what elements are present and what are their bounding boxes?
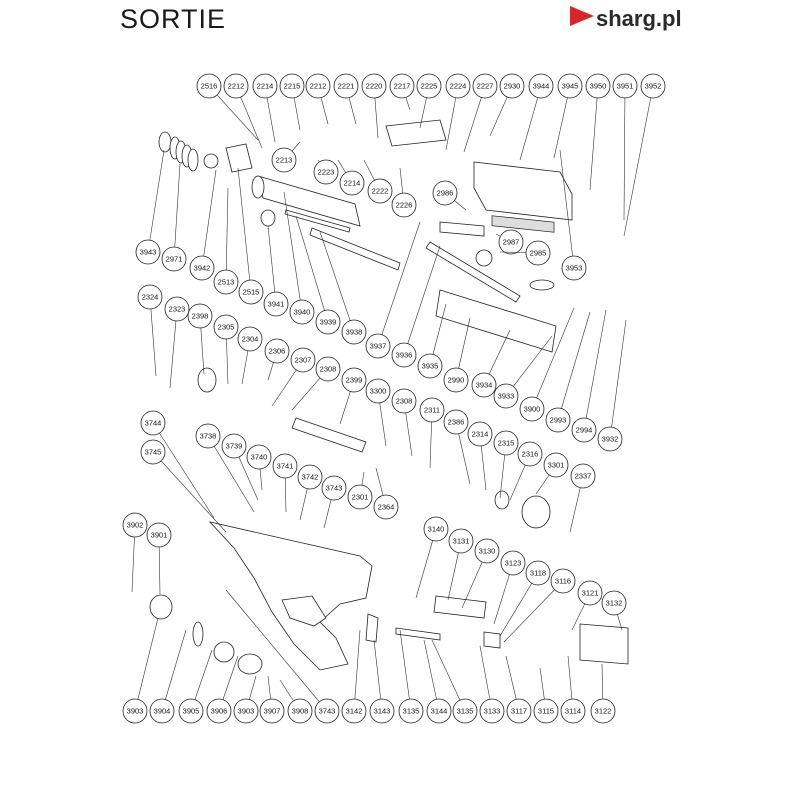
part-number: 3953: [565, 263, 583, 273]
ratchet-gear: [214, 642, 234, 662]
callout-3741: [273, 454, 297, 512]
leader-line: [558, 312, 590, 420]
part-number: 2223: [317, 167, 335, 177]
part-number: 2212: [227, 81, 245, 91]
leader-line: [148, 150, 164, 252]
part-number: 2311: [423, 405, 441, 415]
callout-3943: [136, 150, 164, 264]
part-number: 3116: [554, 576, 572, 586]
part-number: 2307: [294, 355, 312, 365]
part-number: 3943: [139, 247, 157, 257]
part-number: 2315: [497, 438, 515, 448]
part-number: 3941: [267, 299, 285, 309]
part-number: 3300: [369, 386, 387, 396]
callout-3135: [399, 630, 423, 723]
part-number: 3908: [291, 706, 309, 716]
trigger-plate: [434, 596, 486, 618]
part-number: 2398: [191, 311, 209, 321]
part-number: 2993: [549, 415, 567, 425]
part-number: 2301: [351, 492, 369, 502]
end-cap: [522, 496, 550, 528]
part-number: 2930: [503, 81, 521, 91]
rear-sight: [386, 120, 446, 146]
part-number: 3945: [561, 81, 579, 91]
part-number: 2224: [449, 81, 467, 91]
part-number: 2227: [476, 81, 494, 91]
part-number: 3140: [427, 524, 445, 534]
part-number: 3944: [532, 81, 550, 91]
part-number: 3940: [293, 307, 311, 317]
leader-line: [238, 168, 251, 292]
part-number: 2324: [141, 292, 159, 302]
callout-2226: [392, 168, 416, 217]
leader-line: [624, 86, 653, 236]
pin-rod: [530, 280, 554, 290]
callout-3906: [207, 656, 238, 723]
callout-2311: [420, 398, 444, 468]
part-number: 3934: [475, 380, 493, 390]
callout-2398: [188, 304, 212, 374]
part-number: 3903: [237, 706, 255, 716]
callout-2304: [238, 327, 262, 384]
part-number: 2513: [217, 277, 235, 287]
part-number: 2985: [529, 248, 547, 258]
part-number: 3743: [318, 706, 336, 716]
wheel-knob: [150, 595, 172, 619]
part-number: 3742: [301, 472, 319, 482]
part-number: 2971: [165, 254, 183, 264]
barrel-rod: [310, 228, 400, 270]
callout-2994: [572, 310, 606, 442]
callout-3123: [494, 551, 525, 624]
callout-2305: [214, 315, 238, 384]
part-number: 3950: [589, 81, 607, 91]
callout-2221: [334, 74, 358, 124]
part-number: 3743: [325, 483, 343, 493]
part-number: 3942: [193, 263, 211, 273]
part-number: 3131: [452, 536, 470, 546]
part-number: 3905: [182, 706, 200, 716]
callout-3742: [298, 465, 322, 520]
receiver-rail: [492, 216, 554, 233]
lever-plate: [440, 222, 484, 236]
disc: [238, 654, 262, 674]
callout-2323: [165, 297, 189, 388]
leader-line: [584, 310, 606, 430]
callout-2220: [362, 74, 386, 138]
callout-3745: [141, 440, 226, 532]
leader-line: [624, 86, 625, 220]
part-number: 3939: [319, 317, 337, 327]
callout-3907: [260, 676, 284, 723]
part-number: 3744: [144, 418, 162, 428]
part-number: 2323: [168, 304, 186, 314]
callout-2224: [446, 74, 470, 150]
callout-2214: [338, 160, 364, 195]
o-ring: [495, 491, 509, 509]
leader-line: [226, 188, 228, 282]
part-number: 3935: [421, 361, 439, 371]
cylinder-plug: [261, 210, 275, 226]
part-number: 3123: [504, 558, 522, 568]
part-number: 3122: [594, 706, 612, 716]
part-number: 3135: [456, 706, 474, 716]
callout-3142: [342, 630, 366, 723]
part-number: 2337: [574, 471, 592, 481]
part-number: 2305: [217, 322, 235, 332]
leader-line: [174, 164, 180, 259]
cylinder-rod: [292, 418, 366, 452]
callout-3114: [561, 656, 585, 723]
muzzle-cap: [198, 368, 216, 392]
part-number: 2986: [436, 188, 454, 198]
part-number: 2214: [256, 81, 274, 91]
callout-3903: [234, 676, 258, 723]
part-number: 2364: [377, 502, 395, 512]
part-number: 3932: [601, 434, 619, 444]
callout-3738: [196, 424, 254, 512]
callout-3300: [366, 379, 390, 446]
part-number: 3117: [510, 706, 528, 716]
part-number: 3904: [153, 706, 171, 716]
callout-3131: [448, 529, 473, 600]
callout-3951: [613, 74, 637, 220]
callout-3743: [322, 476, 346, 528]
callout-2222: [364, 160, 392, 203]
part-number: 3938: [345, 327, 363, 337]
leader-line: [284, 192, 302, 312]
part-number: 2306: [268, 346, 286, 356]
grip-frame: [210, 522, 372, 670]
callout-3117: [506, 656, 531, 723]
part-number: 2217: [393, 81, 411, 91]
part-number: 2213: [275, 155, 293, 165]
part-number: 3142: [345, 706, 363, 716]
callout-2971: [162, 164, 186, 271]
callout-2337: [570, 464, 595, 532]
callout-2324: [138, 285, 162, 376]
callout-3140: [416, 517, 448, 598]
part-number: 3951: [616, 81, 634, 91]
callout-3122: [591, 664, 615, 723]
trigger-housing: [580, 624, 628, 664]
callout-3901: [147, 523, 171, 594]
callout-3121: [572, 581, 602, 630]
part-number: 3738: [199, 431, 217, 441]
part-number: 3936: [395, 350, 413, 360]
diagram-title: SORTIE: [120, 4, 227, 34]
part-number: 3903: [126, 706, 144, 716]
callout-2315: [494, 431, 518, 498]
callout-2223: [314, 160, 338, 184]
part-number: 2226: [395, 200, 413, 210]
part-number: 2220: [365, 81, 383, 91]
part-number: 2214: [343, 178, 361, 188]
part-number: 3906: [210, 706, 228, 716]
callout-3133: [480, 646, 504, 723]
part-number: 2308: [395, 396, 413, 406]
callout-2987: [496, 230, 523, 254]
callout-3950: [586, 74, 610, 190]
part-number: 3745: [144, 447, 162, 457]
valve-body: [226, 144, 252, 172]
part-number: 3132: [605, 598, 623, 608]
callout-2214: [253, 74, 277, 142]
part-number: 3902: [126, 520, 144, 530]
part-number: 2215: [283, 81, 301, 91]
part-number: 2304: [241, 334, 259, 344]
part-number: 3900: [523, 404, 541, 414]
callout-2301: [348, 472, 372, 509]
part-number: 2221: [337, 81, 355, 91]
callout-3942: [190, 170, 216, 280]
callout-2513: [214, 188, 238, 294]
callout-3952: [624, 74, 665, 236]
callout-3908: [280, 680, 312, 723]
leader-line: [202, 170, 216, 268]
part-number: 3933: [497, 391, 515, 401]
callout-2314: [468, 422, 492, 490]
part-number: 2222: [371, 186, 389, 196]
part-number: 2316: [521, 449, 539, 459]
trigger-rod: [396, 628, 440, 640]
part-number: 2994: [575, 425, 593, 435]
part-number: 3118: [529, 568, 547, 578]
leader-line: [404, 246, 440, 355]
part-number: 3901: [150, 530, 168, 540]
part-number: 3740: [250, 452, 268, 462]
part-number: 2516: [200, 81, 218, 91]
part-number: 2314: [471, 429, 489, 439]
callout-2212: [306, 74, 330, 124]
part-number: 3952: [644, 81, 662, 91]
part-number: 3739: [225, 441, 243, 451]
callout-3941: [264, 226, 288, 316]
part-number: 3115: [537, 706, 555, 716]
part-number: 2308: [319, 364, 337, 374]
callout-3945: [554, 74, 582, 158]
part-number: 3130: [478, 546, 496, 556]
leader-line: [378, 222, 420, 346]
callout-2217: [390, 74, 414, 110]
coil-spring: [193, 622, 203, 646]
callout-2306: [265, 339, 289, 380]
sear-block: [484, 632, 500, 648]
leader-line: [590, 86, 598, 190]
callout-2364: [374, 468, 398, 519]
part-number: 3114: [564, 706, 582, 716]
callout-2213: [272, 142, 300, 172]
trigger-blade: [366, 614, 378, 642]
leader-line: [610, 320, 626, 439]
leader-line: [135, 618, 158, 711]
gear: [476, 250, 492, 266]
part-number: 2987: [502, 237, 520, 247]
callout-3902: [123, 513, 147, 592]
logo-text: sharg.pl: [596, 6, 682, 31]
callout-2990: [444, 318, 470, 392]
callout-2399: [340, 368, 366, 424]
part-number: 3133: [483, 706, 501, 716]
leader-line: [153, 452, 226, 532]
upper-receiver: [474, 162, 572, 220]
part-number: 3907: [263, 706, 281, 716]
main-spring: [159, 132, 218, 171]
leader-line: [504, 581, 563, 642]
callout-3132: [602, 591, 626, 630]
part-number: 2212: [309, 81, 327, 91]
callout-3143: [370, 640, 394, 723]
part-number: 3135: [402, 706, 420, 716]
part-number: 3741: [276, 461, 294, 471]
part-number: 3121: [581, 588, 599, 598]
part-number: 2515: [242, 287, 260, 297]
part-number: 2990: [447, 375, 465, 385]
callout-2986: [433, 181, 466, 210]
part-number: 3144: [430, 706, 448, 716]
callout-3932: [598, 320, 626, 451]
callout-2308: [392, 389, 416, 456]
leader-line: [162, 630, 186, 711]
slide-plate: [436, 290, 556, 352]
callout-2386: [444, 410, 470, 484]
part-number: 3301: [547, 460, 565, 470]
part-number: 3937: [369, 341, 387, 351]
part-number: 2399: [345, 375, 363, 385]
tube-end: [252, 176, 264, 198]
part-number: 2225: [420, 81, 438, 91]
part-number: 2386: [447, 417, 465, 427]
callout-3115: [534, 668, 558, 723]
callout-3944: [520, 74, 553, 160]
part-number: 3143: [373, 706, 391, 716]
callout-3937: [366, 222, 420, 358]
callout-2215: [280, 74, 304, 130]
